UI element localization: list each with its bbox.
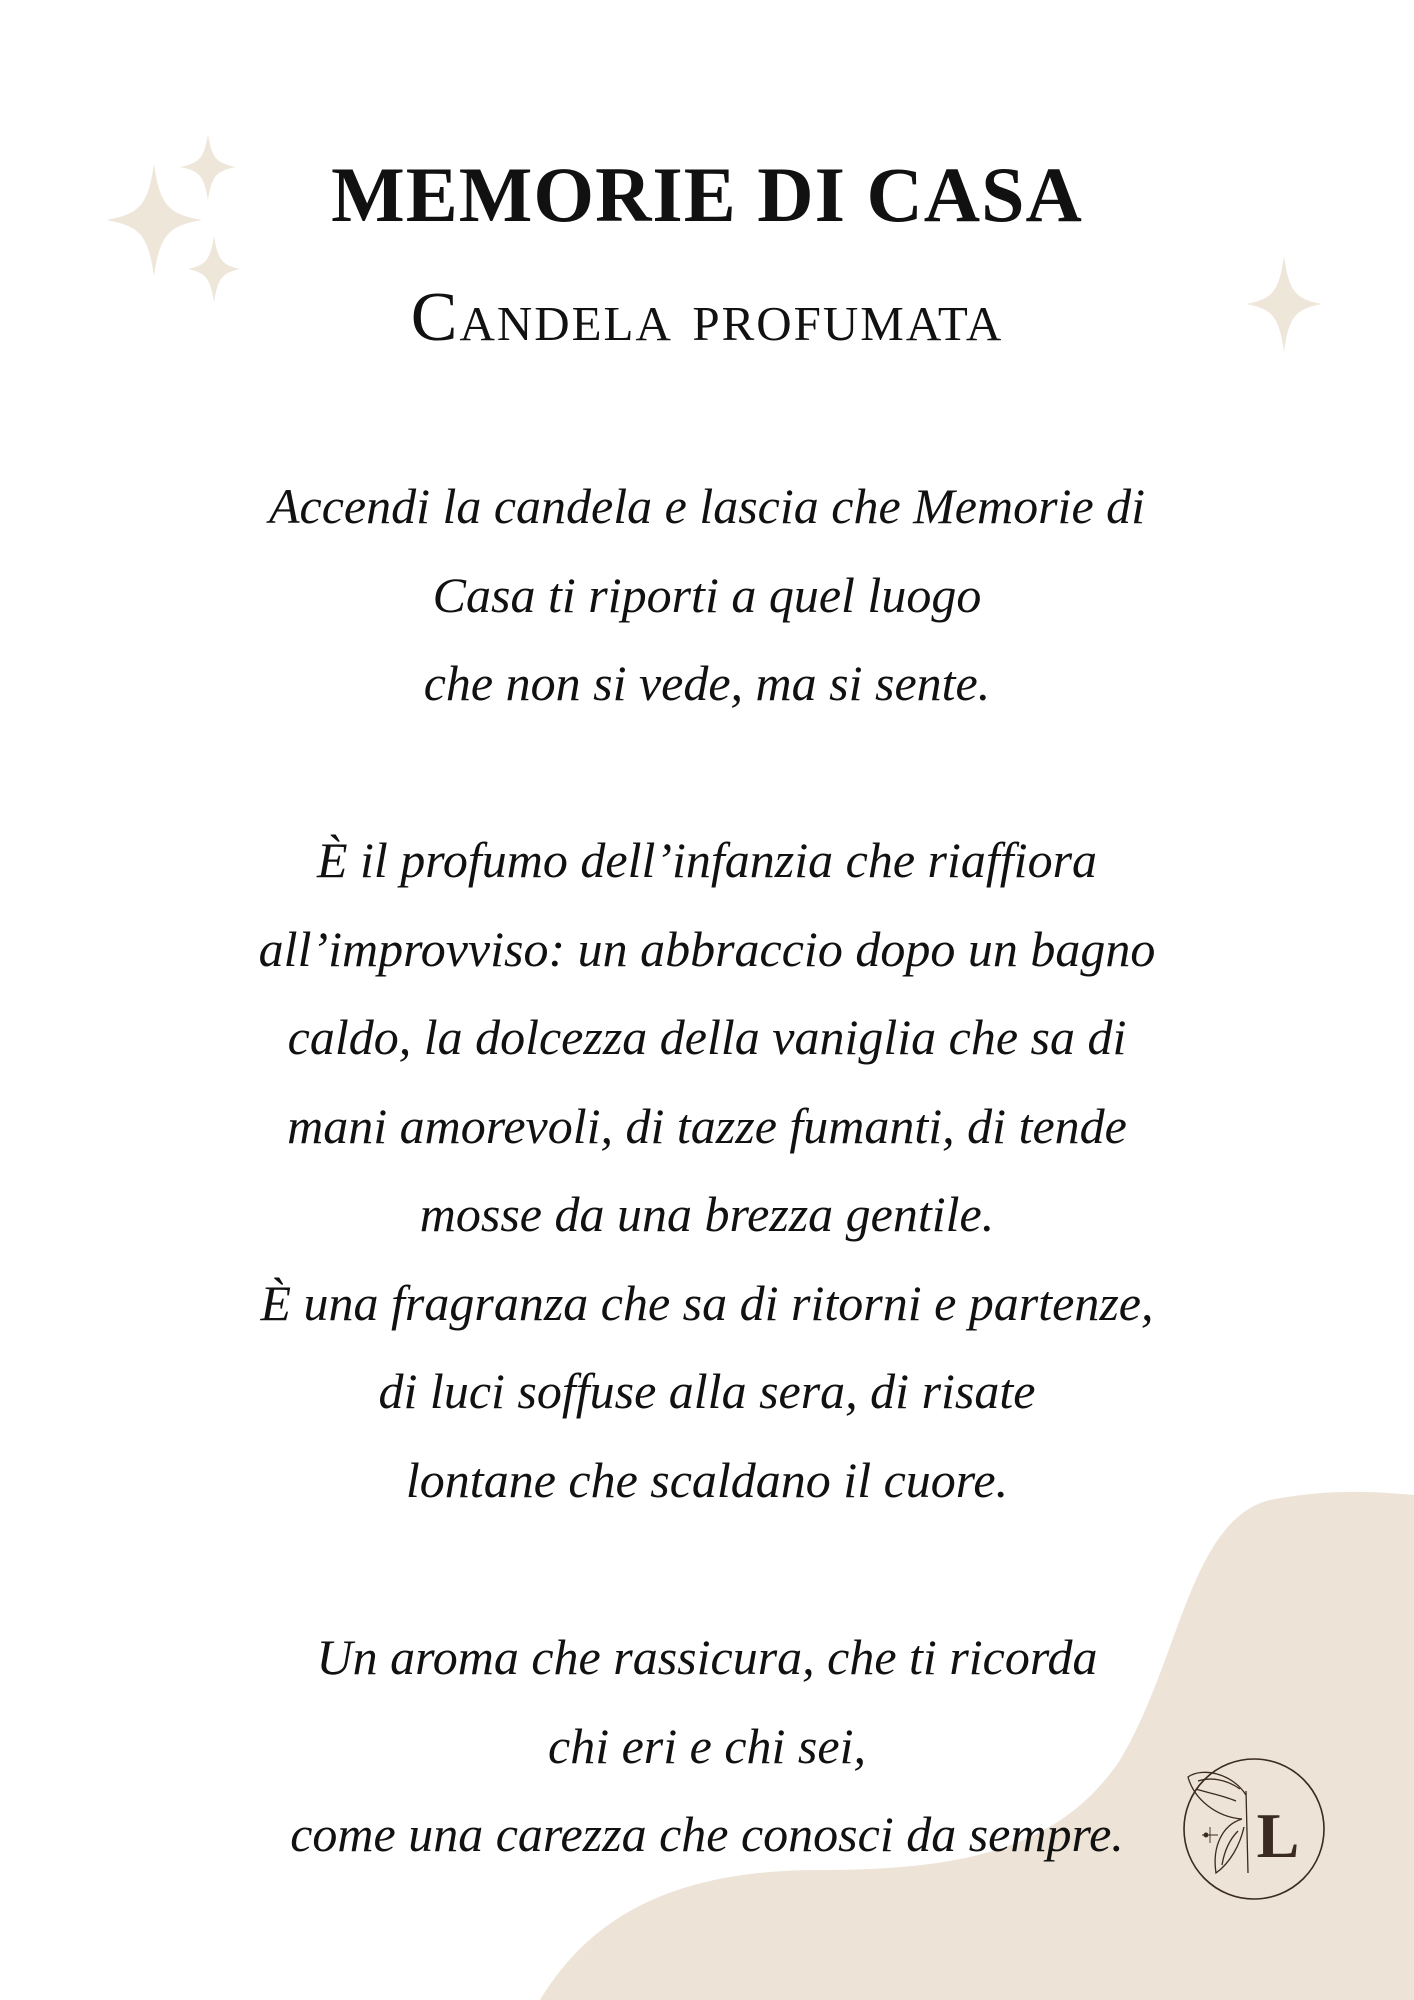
text-line: Un aroma che rassicura, che ti ricorda bbox=[316, 1629, 1098, 1685]
page-title: MEMORIE DI CASA bbox=[331, 151, 1083, 238]
text-line: caldo, la dolcezza della vaniglia che sa di bbox=[287, 1009, 1127, 1065]
logo-letter: L bbox=[1256, 1800, 1300, 1871]
text-line: È una fragranza che sa di ritorni e partenze, bbox=[260, 1274, 1154, 1331]
page-subtitle: Candela profumata bbox=[410, 279, 1004, 356]
text-line: all’improvviso: un abbraccio dopo un bagno bbox=[258, 920, 1156, 977]
paragraph-closing bbox=[120, 1613, 1294, 1879]
text-line: di luci soffuse alla sera, di risate bbox=[378, 1363, 1036, 1419]
text-line: chi eri e chi sei, bbox=[548, 1717, 866, 1774]
text-line: mosse da una brezza gentile. bbox=[419, 1186, 995, 1242]
paragraph-memories bbox=[120, 816, 1294, 1524]
text-line: Accendi la candela e lascia che Memorie di bbox=[268, 478, 1146, 534]
text-line: È il profumo dell’infanzia che riaffiora bbox=[316, 832, 1098, 888]
paragraph-intro bbox=[120, 462, 1294, 728]
brand-logo bbox=[1180, 1755, 1328, 1903]
text-line: Casa ti riporti a quel luogo bbox=[432, 566, 982, 623]
text-line: lontane che scaldano il cuore. bbox=[405, 1451, 1009, 1508]
text-line: che non si vede, ma si sente. bbox=[423, 655, 991, 711]
text-line: come una carezza che conosci da sempre. bbox=[290, 1806, 1124, 1862]
text-line: mani amorevoli, di tazze fumanti, di tende bbox=[287, 1097, 1127, 1154]
